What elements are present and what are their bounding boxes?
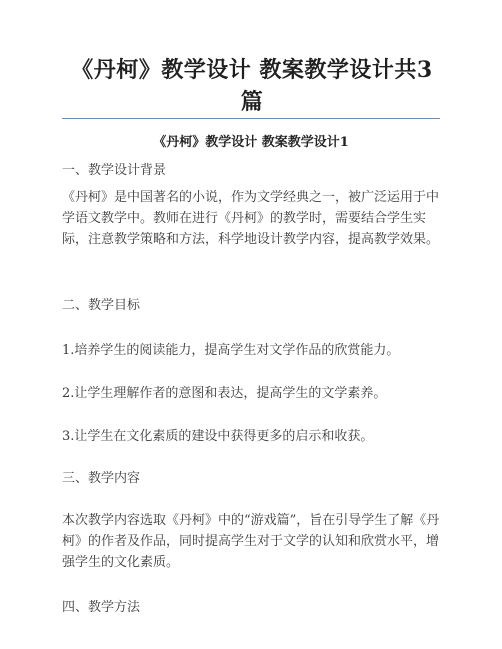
section-heading: 《丹柯》教学设计 教案教学设计1: [153, 135, 349, 150]
paragraph-8: 本次教学内容选取《丹柯》中的“游戏篇”，旨在引导学生了解《丹柯》的作者及作品，同时提高学生对于文学的认知和欣赏水平，增强学生的文化素质。: [62, 513, 440, 570]
document-title: 《丹柯》教学设计 教案教学设计共3篇: [71, 57, 433, 115]
paragraph-2: 《丹柯》是中国著名的小说，作为文学经典之一，被广泛运用于中学语文教学中。教师在进行《丹柯》的教学时，需要结合学生实际，注意教学策略和方法，科学地设计教学内容，提高教学效果。: [62, 190, 440, 247]
title-divider: [62, 118, 440, 119]
paragraph-7: 三、教学内容: [62, 471, 141, 486]
paragraph-4: 1.培养学生的阅读能力，提高学生对文学作品的欣赏能力。: [62, 343, 400, 358]
paragraph-3: 二、教学目标: [62, 298, 141, 313]
paragraph-1: 一、教学设计背景: [62, 163, 167, 178]
paragraph-5: 2.让学生理解作者的意图和表达，提高学生的文学素养。: [62, 386, 387, 401]
paragraph-9: 四、教学方法: [62, 600, 141, 615]
paragraph-6: 3.让学生在文化素质的建设中获得更多的启示和收获。: [62, 429, 374, 444]
